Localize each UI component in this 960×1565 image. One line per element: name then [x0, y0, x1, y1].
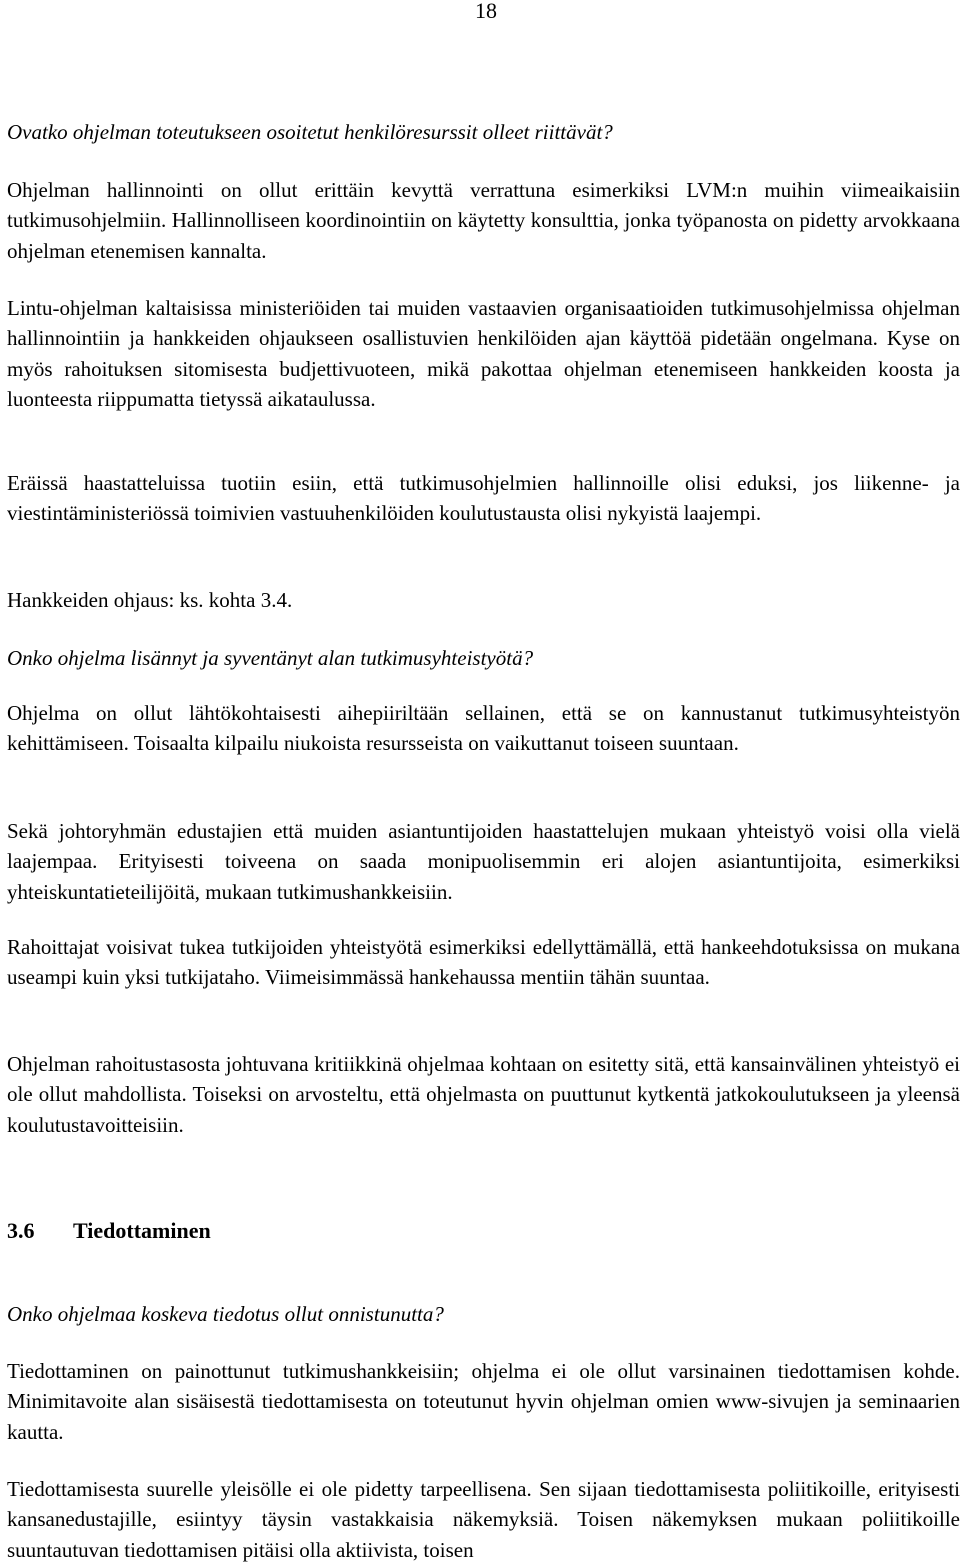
section-heading — [7, 1216, 211, 1246]
paragraph-criticism: Ohjelman rahoitustasosta johtuvana kritiikkinä ohjelmaa kohtaan on esitetty sitä, että kansainvälinen yhteistyö ei ole ollut mahdollista. Toiseksi on arvosteltu, että ohjelmasta on puuttunut kytkentä jatkokoulutukseen ja yleensä koulutustavoitteisiin. — [7, 1052, 960, 1137]
paragraph-cooperation-development: Ohjelma on ollut lähtökohtaisesti aihepiiriltään sellainen, että se on kannustanut tutkimusyhteistyön kehittämiseen. Toisaalta kilpailu niukoista resursseista on vaikuttanut toiseen suuntaan. — [7, 701, 960, 756]
section-number: 3.6 — [7, 1218, 35, 1243]
paragraph-communication-focus: Tiedottaminen on painottunut tutkimushankkeisiin; ohjelma ei ole ollut varsinainen tiedottamisen kohde. Minimitavoite alan sisäisestä tiedottamisesta on toteutunut hyvin ohjelman omien www-sivujen ja seminaarien kautta. — [7, 1359, 960, 1444]
paragraph-administration: Ohjelman hallinnointi on ollut erittäin kevyttä verrattuna esimerkiksi LVM:n muihin viimeaikaisiin tutkimusohjelmiin. Hallinnolliseen koordinointiin on käytetty konsulttia, jonka työpanosta on pidetty arvokkaana ohjelman etenemisen kannalta. — [7, 178, 960, 263]
paragraph-public-communication: Tiedottamisesta suurelle yleisölle ei ole pidetty tarpeellisena. Sen sijaan tiedottamisesta poliitikoille, erityisesti kansanedustajille, esiintyy täysin vastakkaisia näkemyksiä. Toisen näkemyksen mukaan poliitikoille suuntautuvan tiedottamisen pitäisi olla aktiivista, toisen — [7, 1477, 960, 1562]
paragraph-wider-cooperation: Sekä johtoryhmän edustajien että muiden asiantuntijoiden haastattelujen mukaan yhteistyö voisi olla vielä laajempaa. Erityisesti toiveena on saada monipuolisemmin eri alojen asiantuntijoita, esimerkiksi yhteiskuntatieteilijöitä, mukaan tutkimushankkeisiin. — [7, 819, 960, 904]
paragraph-funders: Rahoittajat voisivat tukea tutkijoiden yhteistyötä esimerkiksi edellyttämällä, että hankeehdotuksissa on mukana useampi kuin yksi tutkijataho. Viimeisimmässä hankehaussa mentiin tähän suuntaa. — [7, 935, 960, 990]
page-number: 18 — [475, 0, 497, 23]
question-communication: Onko ohjelmaa koskeva tiedotus ollut onnistunutta? — [7, 1302, 444, 1326]
paragraph-interviews: Eräissä haastatteluissa tuotiin esiin, että tutkimusohjelmien hallinnoille olisi eduksi, jos liikenne- ja viestintäministeriössä toimivien vastuuhenkilöiden koulutustausta olisi nykyistä laajempi. — [7, 471, 960, 526]
question-research-cooperation: Onko ohjelma lisännyt ja syventänyt alan tutkimusyhteistyötä? — [7, 646, 534, 670]
paragraph-ministry-programmes: Lintu-ohjelman kaltaisissa ministeriöiden tai muiden vastaavien organisaatioiden tutkimusohjelmissa ohjelman hallinnointiin ja hankkeiden ohjaukseen osallistuvien henkilöiden ajan käyttöä pidetään ongelmana. Kyse on myös rahoituksen sitomisesta budjettivuoteen, mikä pakottaa ohjelman etenemiseen hankkeiden koosta ja luonteesta riippumatta tietyssä aikataulussa. — [7, 296, 960, 412]
section-title: Tiedottaminen — [73, 1218, 211, 1243]
question-personnel-resources: Ovatko ohjelman toteutukseen osoitetut henkilöresurssit olleet riittävät? — [7, 120, 613, 144]
document-page — [7, 0, 960, 1561]
paragraph-project-steering-ref: Hankkeiden ohjaus: ks. kohta 3.4. — [7, 588, 293, 612]
